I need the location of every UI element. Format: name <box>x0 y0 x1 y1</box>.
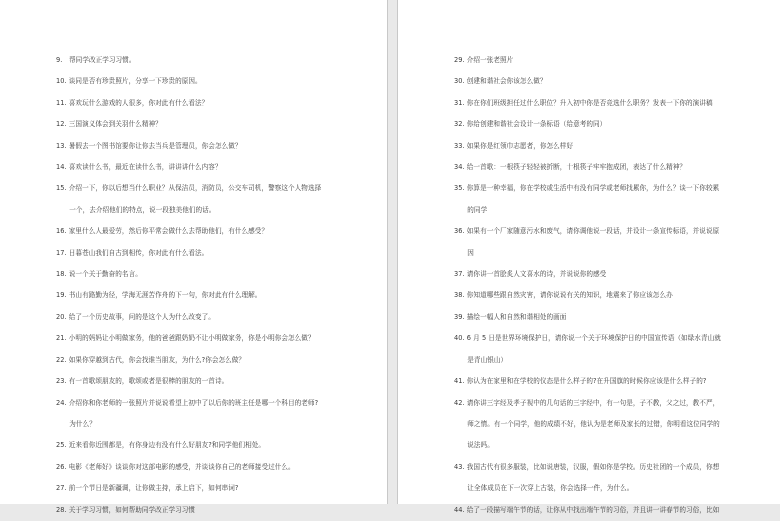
question-line: 17. 日暮苍山我们自古到相传，你对此有什么看法。 <box>56 248 209 257</box>
question-line: 13. 暑假去一个图书馆要你让你去当兵是管理员，你会怎么做？ <box>56 141 242 150</box>
question-line: 34. 给一首歌：一根筷子轻轻被折断，十根筷子牢牢抱成团，表达了什么精神？ <box>454 163 687 172</box>
question-line: 23. 有一首歌颂朋友的，歌颂或者是很棒的朋友的一首诗。 <box>56 377 229 386</box>
question-line: 38. 你知道哪些跟自然灾害，请你说说有关的知识，地震来了你应该怎么办 <box>454 291 673 300</box>
question-line: 31. 你在你们班级担任过什么职位？升入初中你是否竞选什么职务？发表一下你的演讲稿 <box>454 98 713 107</box>
question-line: 18. 说一个关于勤奋的名言。 <box>56 270 142 279</box>
question-line: 让全体成员在下一次穿上古装，你会选择一件，为什么。 <box>454 484 634 493</box>
question-line: 39. 描绘一幅人和自然和谐相处的画面 <box>454 312 567 321</box>
question-line: 9. 帮同学改正学习习惯。 <box>56 56 136 64</box>
question-line: 一个，去介绍他们的特点，说一段独美他们的话。 <box>56 205 216 214</box>
question-line: 43. 我国古代有很多服装，比如说唐装，汉服，假如你是学校。历史社团的一个成员，你想 <box>454 462 720 471</box>
question-line: 10. 谈同是否有珍贵照片，分享一下珍贵的原因。 <box>56 77 202 86</box>
question-line: 27. 前一个节日是新疆调，让你做主持，承上启下，如何串词? <box>56 484 239 493</box>
question-line: 是青山银山） <box>454 355 508 364</box>
document-page-right <box>397 0 780 514</box>
question-line: 为什么？ <box>56 419 96 428</box>
question-line: 25. 近来看你近围都是，有你身边有没有什么好朋友?和同学他们相处。 <box>56 441 265 450</box>
question-line: 21. 小明的妈妈让小明做家务，他的爸爸跟奶奶不让小明做家务，你是小明你会怎么做？ <box>56 334 315 343</box>
question-line: 因 <box>454 248 474 257</box>
question-line: 32. 你给创建和谐社会设计一条标语（给意考的同） <box>454 120 607 129</box>
question-line: 40. 6 月 5 日是世界环境保护日，请你说一个关于环境保护日的中国宣传语（如绿水青山就 <box>454 334 721 343</box>
question-line: 14. 喜欢读什么书，最近在读什么书，讲讲讲什么内容？ <box>56 163 222 172</box>
question-line: 说法吗。 <box>454 441 494 450</box>
question-line: 30. 创建和谐社会你该怎么做？ <box>454 77 547 86</box>
question-line: 19. 书山有路勤为径，学海无涯苦作舟的下一句，你对此有什么理解。 <box>56 291 262 300</box>
question-line: 16. 家里什么人最爱劳，然后你平常会做什么去帮助他们，有什么感受？ <box>56 227 269 236</box>
question-line: 24. 介绍你和你老师的一张照片并说说希望上初中了以后你的班主任是哪一个科目的老师? <box>56 398 319 407</box>
question-line: 11. 喜欢玩什么游戏的人很多，你对此有什么看法？ <box>56 98 209 107</box>
question-line: 12. 三国演义体会到关羽什么精神？ <box>56 120 162 129</box>
document-page-left <box>0 0 388 514</box>
question-list-left <box>56 50 374 521</box>
question-line: 22. 如果你穿越到古代，你会找谁当朋友，为什么?你会怎么做？ <box>56 355 246 364</box>
question-line: 20. 给了一个历史故事，问的是这个人为什么改变了。 <box>56 312 215 321</box>
question-line: 42. 请你讲三字经及孝子视中的几句话的三字经中，有一句是，子不教，父之过，教不严， <box>454 398 720 407</box>
question-line: 师之惰。有一个同学，他的成绩不好，他认为是老师及家长的过错，你明看这位同学的 <box>454 419 720 428</box>
question-line: 33. 如果你是红领巾志愿者，你怎么样好 <box>454 141 574 150</box>
question-line: 37. 请你讲一首脍炙人文喜水的诗，并说说你的感受 <box>454 270 607 279</box>
question-line: 35. 你算是一种幸福，你在学校或生活中有没有同学或老师找累你，为什么？谈一下你较累 <box>454 184 720 193</box>
question-line: 29. 介绍一张老照片 <box>454 56 514 64</box>
question-line: 26. 电影《老师好》谈谈你对这部电影的感受，并谈谈你自己的老师接受过什么。 <box>56 462 295 471</box>
question-line: 41. 你认为在家里和在学校的仪态是什么样子的?在升国旗的时候你应该是什么样子的? <box>454 377 707 386</box>
question-line: 的同学 <box>454 205 488 214</box>
question-list-right <box>454 50 770 521</box>
question-line: 28. 关于学习习惯，如何帮助同学改正学习习惯 <box>56 505 196 514</box>
question-line: 36. 如果有一个厂家随意污水和废气，请你调他说一段话，并设计一条宣传标语，并说说原 <box>454 227 720 236</box>
question-line: 44. 给了一段描写端午节的话，让你从中找出端午节的习俗，并且讲一讲春节的习俗，比如 <box>454 505 720 514</box>
question-line: 15. 介绍一下，你以后想当什么职业？从保洁员，消防员，公交车司机，警察这个人物选择 <box>56 184 322 193</box>
